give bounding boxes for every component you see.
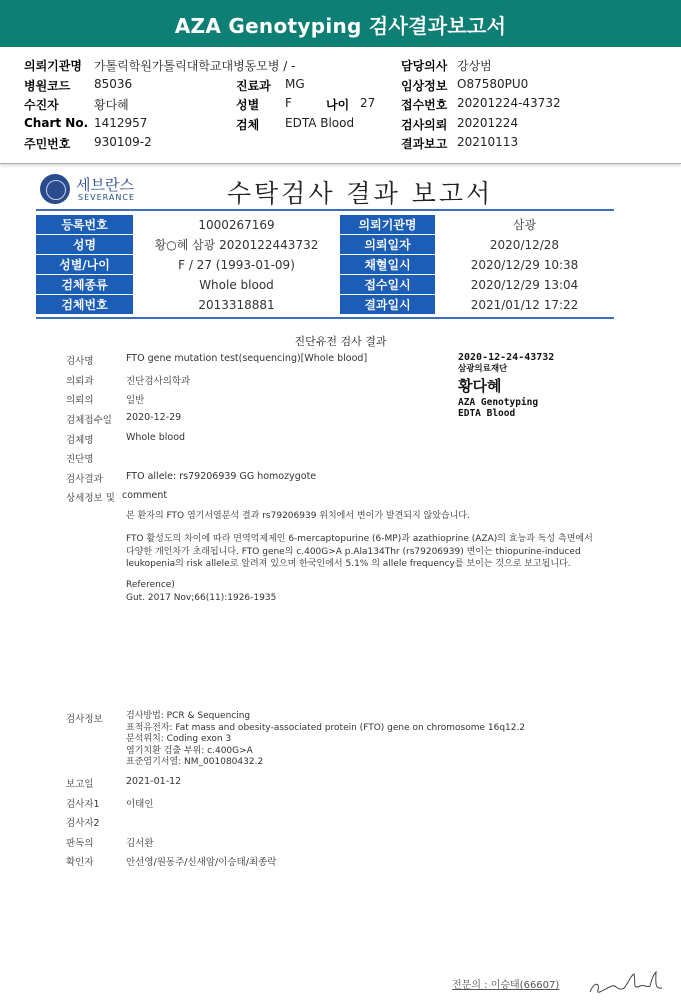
- patient-label: 수진자: [24, 98, 59, 112]
- patient-value: 황다혜: [94, 98, 129, 112]
- method-line: 검사방법: PCR & Sequencing: [126, 711, 251, 721]
- reader-label: 판독의: [66, 838, 94, 849]
- info-label: 의뢰일자: [340, 235, 435, 255]
- info-label: 의뢰기관명: [340, 215, 435, 235]
- info-value: 2020/12/29 13:04: [470, 277, 579, 292]
- stamp-org: 삼광의료재단: [458, 364, 508, 374]
- info-row: [36, 235, 614, 255]
- specialist-signature-text: 전문의 : 이승태(66607): [452, 980, 560, 991]
- result-label: 검사결과: [66, 474, 103, 485]
- info-label: 검체번호: [36, 295, 133, 315]
- header-row-5: [24, 135, 664, 151]
- resident-no-label: 주민번호: [24, 137, 71, 151]
- specimen-value: EDTA Blood: [285, 116, 355, 130]
- clinical-info-value: O87580PU0: [457, 77, 529, 91]
- info-label: 채혈일시: [340, 255, 435, 275]
- result-value: FTO allele: rs79206939 GG homozygote: [126, 471, 317, 482]
- info-value: 2013318881: [198, 297, 275, 312]
- age-label: 나이: [326, 98, 350, 112]
- header-row-1: [24, 57, 664, 73]
- info-row: [36, 275, 614, 295]
- test-request-label: 검사의뢰: [401, 118, 448, 132]
- test-name-value: FTO gene mutation test(sequencing)[Whole blood]: [126, 353, 368, 364]
- reader-value: 김서완: [126, 838, 154, 849]
- info-value: 1000267169: [198, 217, 275, 232]
- dept-label: 진료과: [236, 79, 271, 93]
- method-line: 분석위치: Coding exon 3: [126, 734, 232, 744]
- report-day-value: 2021-01-12: [126, 776, 182, 787]
- sex-label: 성별: [236, 98, 260, 112]
- method-line: 표적유전자: Fat mass and obesity-associated protein (FTO) gene on chromosome 16q12.2: [126, 722, 526, 733]
- specimen-field-label: 검체명: [66, 435, 94, 446]
- info-row: [36, 295, 614, 315]
- document-title: 수탁검사 결과 보고서: [226, 179, 494, 208]
- stamp-specimen: EDTA Blood: [458, 408, 516, 419]
- stamp-name: 황다혜: [458, 377, 502, 395]
- report-date-label: 결과보고: [401, 137, 448, 151]
- clinical-info-label: 임상정보: [401, 79, 448, 93]
- info-value: 2021/01/12 17:22: [470, 297, 579, 312]
- age-value: 27: [360, 96, 376, 110]
- info-row: [36, 255, 614, 275]
- info-label: 성별/나이: [36, 255, 133, 275]
- diagnosis-label: 진단명: [66, 454, 94, 465]
- header-divider: [0, 158, 681, 164]
- chart-no-label: Chart No.: [24, 116, 89, 130]
- info-label: 접수일시: [340, 275, 435, 295]
- report-date-value: 20210113: [457, 135, 519, 149]
- dept-field-label: 의뢰과: [66, 376, 94, 387]
- lab-stamp: [458, 352, 554, 419]
- receipt-no-label: 접수번호: [401, 98, 448, 112]
- specimen-label: 검체: [236, 118, 260, 132]
- handwritten-signature-icon: [586, 968, 666, 998]
- detail-value: comment: [122, 490, 168, 501]
- tester1-value: 이태인: [126, 799, 154, 810]
- hospital-code-label: 병원코드: [24, 79, 71, 93]
- hospital-value: 가톨릭학원가톨릭대학교대병동모병 / -: [94, 59, 296, 73]
- info-value: 2020/12/28: [489, 237, 560, 252]
- info-value: F / 27 (1993-01-09): [178, 257, 295, 272]
- stamp-test: AZA Genotyping: [458, 397, 539, 408]
- info-value: Whole blood: [199, 277, 274, 292]
- received-label: 검체접수일: [66, 415, 112, 426]
- info-label: 결과일시: [340, 295, 435, 315]
- patient-info-table: [36, 215, 614, 315]
- report-title: AZA Genotyping 검사결과보고서: [0, 0, 681, 47]
- method-lines: [126, 711, 606, 769]
- section-title: 진단유전 검사 결과: [294, 335, 387, 348]
- logo-sub: SEVERANCE: [78, 193, 135, 202]
- info-label: 등록번호: [36, 215, 133, 235]
- reference-value: Gut. 2017 Nov;66(11):1926-1935: [126, 593, 277, 603]
- header-row-4: [24, 116, 664, 132]
- tester1-label: 검사자1: [66, 799, 100, 810]
- info-value: 2020/12/29 10:38: [470, 257, 579, 272]
- resident-no-value: 930109-2: [94, 135, 152, 149]
- test-name-label: 검사명: [66, 356, 94, 367]
- confirmer-label: 확인자: [66, 857, 94, 868]
- received-value: 2020-12-29: [126, 412, 182, 423]
- doctor-field-label: 의뢰의: [66, 395, 94, 406]
- sex-value: F: [285, 96, 292, 110]
- hospital-label: 의뢰기관명: [24, 59, 82, 73]
- confirmer-value: 안선영/원동주/신새암/이승태/최종락: [126, 857, 277, 868]
- hospital-code-value: 85036: [94, 77, 133, 91]
- method-line: 염기치환 검출 부위: c.400G>A: [126, 745, 253, 756]
- chart-no-value: 1412957: [94, 116, 148, 130]
- info-value: 삼광: [512, 218, 537, 233]
- table-bottom-rule: [36, 317, 614, 319]
- info-label: 성명: [36, 235, 133, 255]
- table-top-rule: [36, 209, 614, 211]
- doctor-label: 담당의사: [401, 59, 448, 73]
- method-label: 검사정보: [66, 714, 103, 725]
- detail-label: 상세정보 및: [66, 493, 115, 504]
- report-day-label: 보고일: [66, 779, 94, 790]
- comment-paragraph-1: 본 환자의 FTO 염기서열분석 결과 rs79206939 위치에서 변이가 발견되지 않았습니다.: [126, 511, 470, 521]
- receipt-no-value: 20201224-43732: [457, 96, 561, 110]
- severance-emblem-icon: [40, 174, 70, 204]
- info-label: 검체종류: [36, 275, 133, 295]
- comment-paragraph-2: FTO 활성도의 차이에 따라 면역억제제인 6-mercaptopurine (6-MP)과 azathioprine (AZA)의 효능과 독성 측면에서 다양한 개인차가 초래됩니다. FTO gene의 c.400G>A p.Ala134Thr (rs79206939) 변이는 thiopurine-induced leukopenia의 risk allele로 알려져 있으며 한국인에서 5.1% 의 allele frequency를 보이는 것으로 보고됩니다.: [126, 534, 593, 569]
- info-value: 황○혜 삼광 2020122443732: [154, 238, 319, 252]
- doctor-value: 강상범: [457, 59, 492, 73]
- header-row-3: [24, 96, 664, 112]
- header-row-2: [24, 77, 664, 93]
- dept-field-value: 진단검사의학과: [126, 376, 191, 387]
- doctor-field-value: 일반: [126, 395, 145, 406]
- reference-label: Reference): [126, 580, 175, 590]
- tester2-label: 검사자2: [66, 818, 100, 829]
- specimen-field-value: Whole blood: [126, 432, 186, 443]
- logo-name: 세브란스: [76, 176, 134, 194]
- stamp-receipt: 2020-12-24-43732: [458, 352, 555, 363]
- dept-value: MG: [285, 77, 305, 91]
- info-row: [36, 215, 614, 235]
- method-line: 표준염기서열: NM_001080432.2: [126, 757, 264, 767]
- test-request-value: 20201224: [457, 116, 519, 130]
